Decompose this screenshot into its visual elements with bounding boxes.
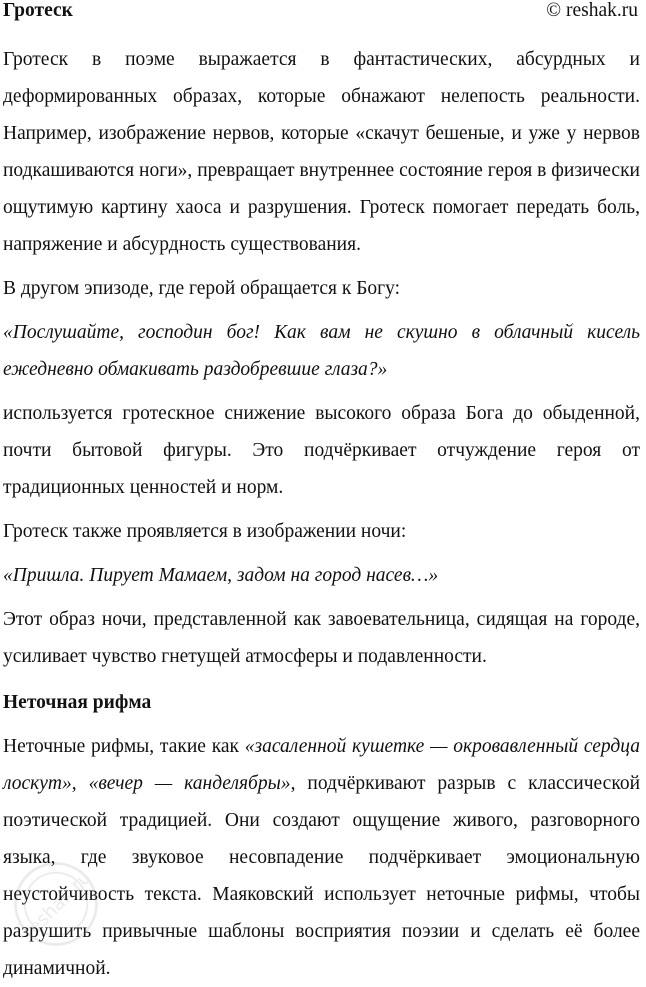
- section-title-grotesque: Гротеск: [3, 0, 73, 21]
- paragraph-rhyme: [3, 728, 640, 987]
- brand-label: © reshak.ru: [546, 0, 638, 21]
- paragraph-god-episode: В другом эпизоде, где герой обращается к Богу:: [3, 278, 401, 299]
- page-header: [3, 0, 640, 26]
- rhyme-separator: ,: [71, 773, 89, 794]
- rhyme-example-1: «засаленной кушетке — окровавленный сердца лоскут»: [3, 736, 641, 794]
- watermark-text: reshak.ru: [19, 867, 96, 944]
- rhyme-rest: , подчёркивают разрыв с классической поэтической традицией. Они создают ощущение живого, разговорного языка, где звуковое несовпадение подчёркивает эмоциональную неустойчивость текста. Маяковский использует неточные рифмы, чтобы разрушить привычные шаблоны восприятия поэзии и сделать её более динамичной.: [3, 773, 641, 979]
- paragraph-night-intro: Гротеск также проявляется в изображении ночи:: [3, 521, 407, 542]
- paragraph-night-analysis: Этот образ ночи, представленной как завоевательница, сидящая на городе, усиливает чувство гнетущей атмосферы и подавленности.: [3, 609, 640, 667]
- rhyme-intro: Неточные рифмы, такие как: [3, 736, 245, 757]
- quote-night: [3, 557, 640, 594]
- paragraph-grotesque-intro: Гротеск в поэме выражается в фантастических, абсурдных и деформированных образах, которые обнажают нелепость реальности. Например, изображение нервов, которые «скачут бешеные, и уже у нервов подкашиваются ноги», превращает внутреннее состояние героя в физически ощутимую картину хаоса и разрушения. Гротеск помогает передать боль, напряжение и абсурдность существования.: [3, 49, 640, 255]
- quote-night-text: «Пришла. Пирует Мамаем, задом на город насев…»: [3, 565, 439, 586]
- section-title-rhyme: Неточная рифма: [3, 692, 152, 713]
- quote-god: [3, 314, 640, 388]
- rhyme-example-2: «вечер — канделябры»: [88, 773, 291, 794]
- paragraph-god-analysis: используется гротескное снижение высокого образа Бога до обыденной, почти бытовой фигуры. Это подчёркивает отчуждение героя от традиционных ценностей и норм.: [3, 403, 640, 498]
- quote-god-text: «Послушайте, господин бог! Как вам не скушно в облачный кисель ежедневно обмакивать раздобревшие глаза?»: [3, 322, 640, 380]
